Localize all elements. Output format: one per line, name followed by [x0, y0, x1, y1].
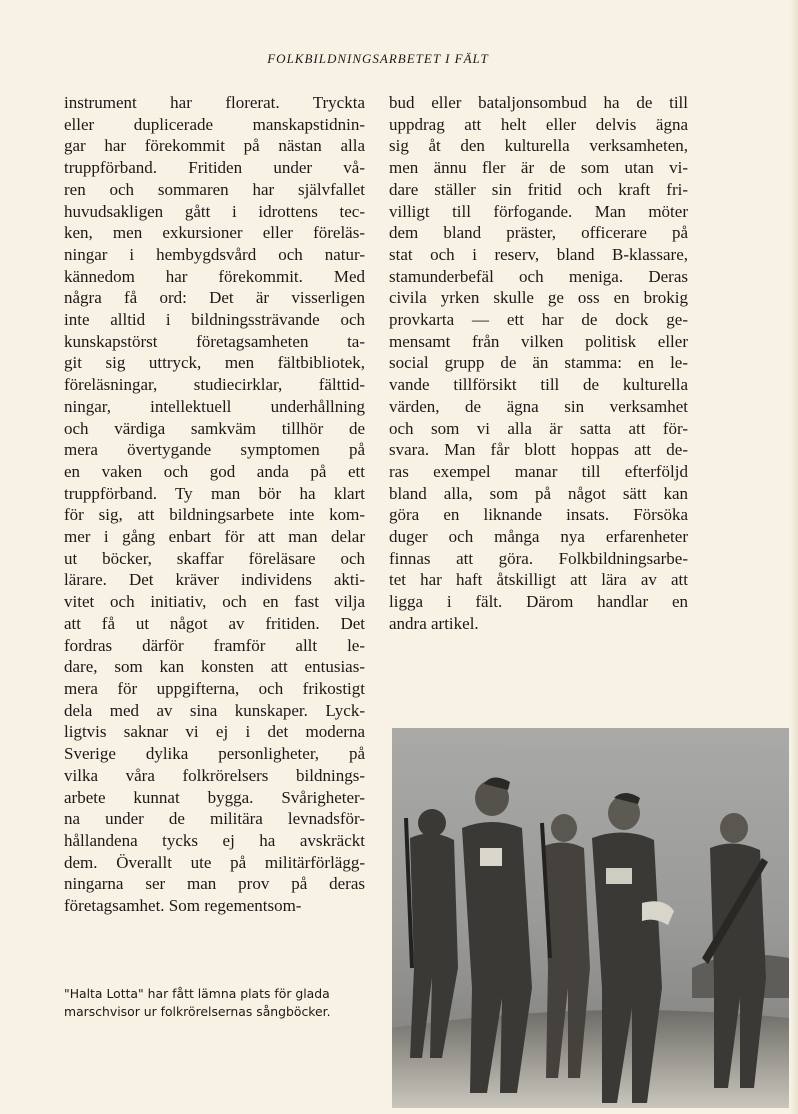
text-line: för sig, att bildningsarbete inte kom-	[64, 505, 365, 525]
text-line: bud eller bataljonsombud ha de till	[389, 93, 688, 112]
paper-edge	[790, 0, 798, 1114]
text-line: vitet och initiativ, och en fast vilja	[64, 592, 365, 612]
text-line: mensamt från vilken politisk eller	[389, 331, 688, 351]
text-line: och som vi alla är satta att för-	[389, 418, 688, 438]
text-line: ren och sommaren har självfallet	[64, 179, 365, 199]
text-line: värden, de ägna sin verksamhet	[389, 396, 688, 416]
text-line: instrument har florerat. Tryckta	[64, 93, 365, 112]
text-line: ningarna ser man prov på deras	[64, 874, 365, 894]
text-line: tet har haft åtskilligt att lära av att	[389, 570, 688, 590]
photo-caption	[64, 985, 369, 1021]
text-line: social grupp de än stamma: en le-	[389, 353, 688, 373]
text-line: na under de militära levnadsför-	[64, 809, 365, 829]
text-line: eller duplicerade manskapstidnin-	[64, 114, 365, 134]
caption-line: "Halta Lotta" har fått lämna plats för glada	[64, 986, 330, 1001]
text-line: företagsamhet. Som regementsom-	[64, 896, 302, 916]
text-line: villigt till förfogande. Man möter	[389, 201, 688, 221]
text-line: ningar, intellektuell underhållning	[64, 396, 365, 416]
text-line: kännedom har förekommit. Med	[64, 266, 365, 286]
text-line: ningar i hembygdsvård och natur-	[64, 244, 365, 264]
text-line: dem bland präster, officerare på	[389, 223, 688, 243]
column-left	[64, 92, 365, 917]
text-line: andra artikel.	[389, 613, 479, 633]
marching-soldiers-photo	[392, 728, 789, 1108]
text-line: och värdiga samkväm tillhör de	[64, 418, 365, 438]
text-line: hållandena tycks ej ha avskräckt	[64, 830, 365, 850]
text-line: ligtvis saknar vi ej i det moderna	[64, 722, 365, 742]
text-line: civila yrken skulle ge oss en brokig	[389, 288, 688, 308]
text-line: truppförband. Fritiden under vå-	[64, 158, 365, 178]
text-line: dare, som kan konsten att entusias-	[64, 657, 365, 677]
text-line: inte alltid i bildningssträvande och	[64, 310, 365, 330]
text-line: ken, men exkursioner eller föreläs-	[64, 223, 365, 243]
text-line: ligga i fält. Därom handlar en	[389, 592, 688, 612]
text-line: gar har förekommit på nästan alla	[64, 136, 365, 156]
text-line: lärare. Det kräver individens akti-	[64, 570, 365, 590]
column-right	[389, 92, 688, 635]
text-line: mer i gång enbart för att man delar	[64, 527, 365, 547]
text-line: men ännu fler är de som utan vi-	[389, 158, 688, 178]
text-line: kunskapstörst företagsamheten ta-	[64, 331, 365, 351]
text-line: stat och i reserv, bland B-klassare,	[389, 244, 688, 264]
text-line: provkarta — ett har de dock ge-	[389, 310, 688, 330]
running-title: FOLKBILDNINGSARBETET I FÄLT	[267, 51, 489, 66]
text-line: svara. Man får blott hoppas att de-	[389, 440, 688, 460]
text-line: en vaken och god anda på ett	[64, 461, 365, 481]
text-line: sig åt den kulturella verksamheten,	[389, 136, 688, 156]
text-line: uppdrag att helt eller delvis ägna	[389, 114, 688, 134]
text-line: dare ställer sin fritid och kraft fri-	[389, 179, 688, 199]
text-line: truppförband. Ty man bör ha klart	[64, 483, 365, 503]
text-line: stamunderbefäl och meniga. Deras	[389, 266, 688, 286]
text-line: finnas att göra. Folkbildningsarbe-	[389, 548, 688, 568]
text-line: vande tillförsikt till de kulturella	[389, 375, 688, 395]
text-line: några få ord: Det är visserligen	[64, 288, 365, 308]
text-line: duger och många nya erfarenheter	[389, 527, 688, 547]
text-line: mera för uppgifterna, och frikostigt	[64, 678, 365, 698]
text-line: bland alla, som på något sätt kan	[389, 483, 688, 503]
text-line: dem. Överallt ute på militärförlägg-	[64, 852, 365, 872]
text-line: att få ut något av fritiden. Det	[64, 613, 365, 633]
text-line: fordras därför framför allt le-	[64, 635, 365, 655]
text-line: mera övertygande symptomen på	[64, 440, 365, 460]
text-line: git sig uttryck, men fältbibliotek,	[64, 353, 365, 373]
text-line: göra en liknande insats. Försöka	[389, 505, 688, 525]
text-line: ras exempel manar till efterföljd	[389, 461, 688, 481]
text-line: dela med av sina kunskaper. Lyck-	[64, 700, 365, 720]
text-line: huvudsakligen gått i idrottens tec-	[64, 201, 365, 221]
text-line: ut böcker, skaffar föreläsare och	[64, 548, 365, 568]
text-line: föreläsningar, studiecirklar, fälttid-	[64, 375, 365, 395]
photo-illustration	[392, 728, 789, 1108]
text-line: Sverige dylika personligheter, på	[64, 744, 365, 764]
caption-line: marschvisor ur folkrörelsernas sångböcker.	[64, 1004, 331, 1019]
text-line: vilka våra folkrörelsers bildnings-	[64, 765, 365, 785]
text-line: arbete kunnat bygga. Svårigheter-	[64, 787, 365, 807]
